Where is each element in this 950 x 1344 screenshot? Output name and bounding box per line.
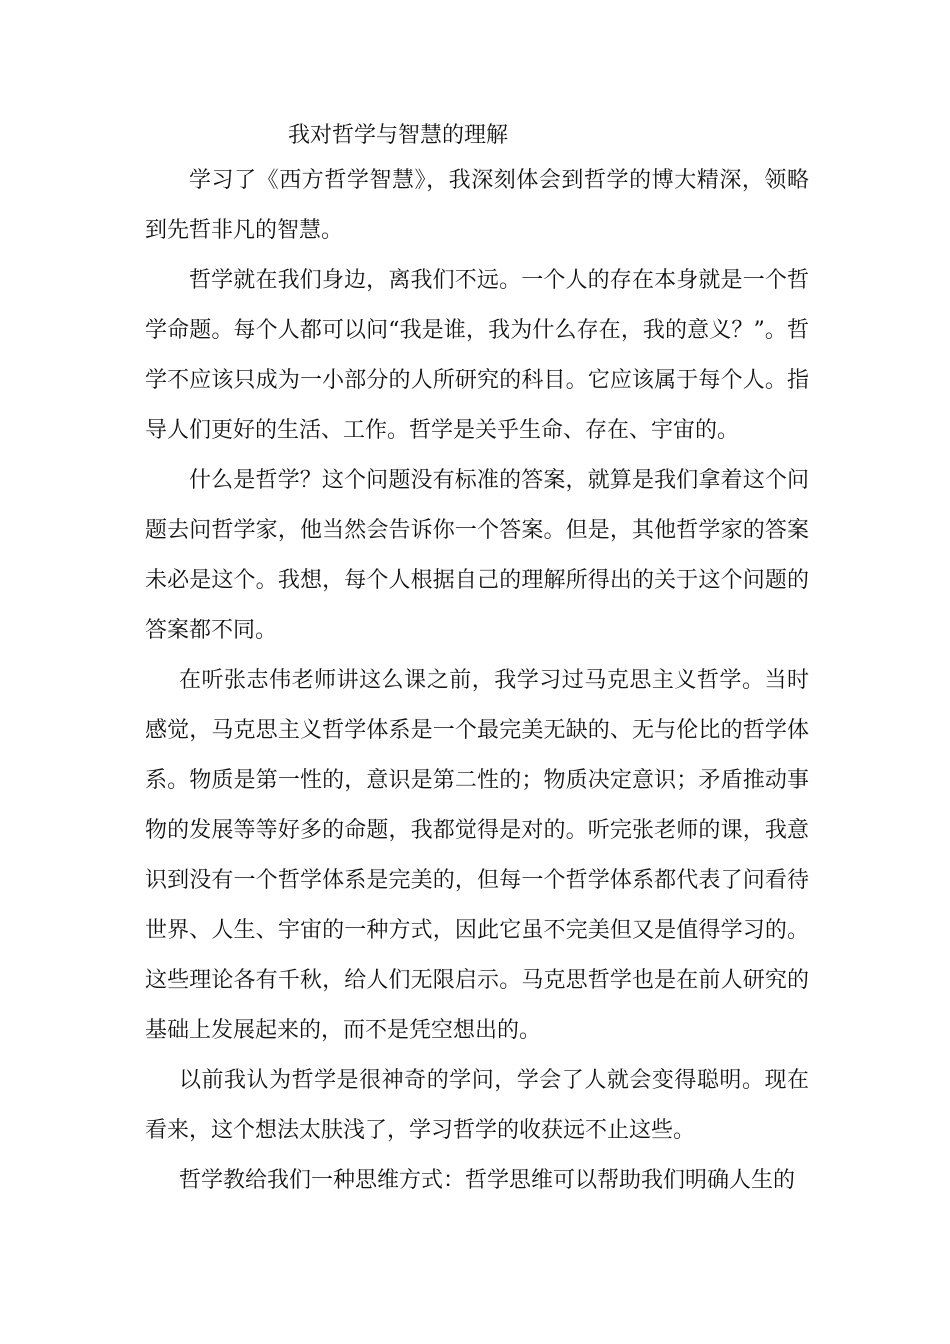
paragraph-1: 学习了《西方哲学智慧》，我深刻体会到哲学的博大精深，领略到先哲非凡的智慧。 [145, 168, 809, 243]
paragraph-2: 哲学就在我们身边，离我们不远。一个人的存在本身就是一个哲学命题。每个人都可以问“我是谁，我为什么存在，我的意义？”。哲学不应该只成为一小部分的人所研究的科目。它应该属于每个人。指导人们更好的生活、工作。哲学是关乎生命、存在、宇宙的。 [145, 268, 809, 443]
document-title: 我对哲学与智慧的理解 [288, 123, 509, 148]
document-body [145, 116, 809, 1206]
paragraph-3: 什么是哲学？这个问题没有标准的答案，就算是我们拿着这个问题去问哲学家，他当然会告诉你一个答案。但是，其他哲学家的答案未必是这个。我想，每个人根据自己的理解所得出的关于这个问题的答案都不同。 [145, 468, 809, 643]
paragraph-6: 哲学教给我们一种思维方式：哲学思维可以帮助我们明确人生的 [179, 1168, 796, 1193]
paragraph-4: 在听张志伟老师讲这么课之前，我学习过马克思主义哲学。当时感觉，马克思主义哲学体系是一个最完美无缺的、无与伦比的哲学体系。物质是第一性的，意识是第二性的；物质决定意识；矛盾推动事物的发展等等好多的命题，我都觉得是对的。听完张老师的课，我意识到没有一个哲学体系是完美的，但每一个哲学体系都代表了问看待世界、人生、宇宙的一种方式，因此它虽不完美但又是值得学习的。这些理论各有千秋，给人们无限启示。马克思哲学也是在前人研究的基础上发展起来的，而不是凭空想出的。 [145, 668, 809, 1043]
paragraph-5: 以前我认为哲学是很神奇的学问，学会了人就会变得聪明。现在看来，这个想法太肤浅了，学习哲学的收获远不止这些。 [145, 1068, 809, 1143]
